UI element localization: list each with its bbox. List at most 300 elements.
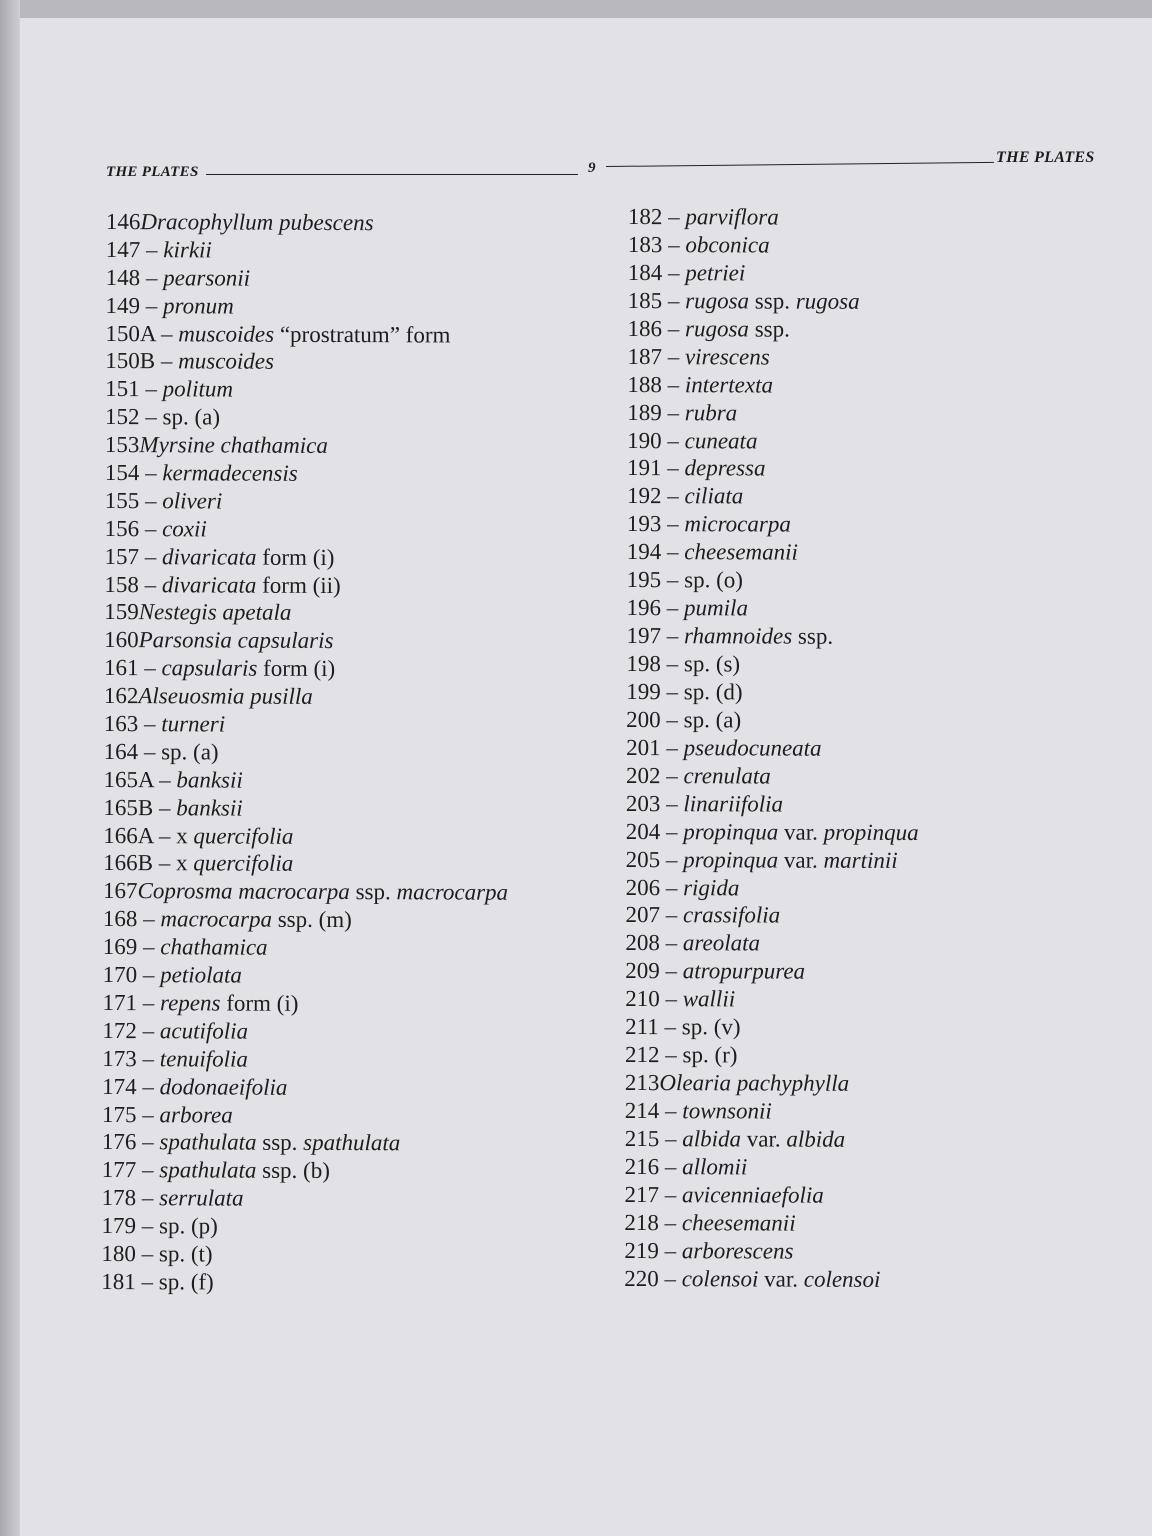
plate-number: 187 (627, 343, 663, 369)
plate-entry (627, 538, 920, 567)
plate-entry (628, 231, 921, 260)
plate-number: 188 (627, 371, 662, 397)
species-name: capsularis (161, 655, 258, 681)
plate-entry (101, 1240, 506, 1270)
entry-separator: – (660, 623, 685, 649)
page-number: 9 (588, 160, 596, 176)
plate-entry (102, 989, 507, 1019)
plate-number: 152 (105, 404, 140, 430)
entry-qualifier: ssp. (256, 1130, 304, 1156)
entry-separator: – (153, 794, 177, 821)
species-name: rubra (684, 399, 738, 425)
plate-entry (104, 598, 509, 628)
plate-number: 182 (627, 204, 663, 230)
species-name: virescens (684, 343, 770, 370)
species-name: muscoides (178, 320, 275, 347)
entry-separator: – (660, 651, 684, 677)
entry-separator: – (661, 371, 685, 397)
plate-entry (103, 849, 508, 879)
plate-entry (627, 371, 920, 400)
plate-entry (103, 794, 508, 824)
plate-entry (625, 901, 918, 930)
plate-entry (102, 1017, 507, 1047)
entry-separator: – (138, 571, 162, 597)
species-name: chathamica (160, 934, 268, 960)
species-name: spathulata (159, 1157, 257, 1183)
entry-separator: – (135, 1241, 159, 1267)
species-name: repens (159, 990, 221, 1016)
plate-entry (625, 929, 918, 958)
plate-number: 190 (627, 427, 662, 453)
species-name: areolata (682, 930, 761, 956)
entry-separator: – (658, 1181, 683, 1208)
plate-number: 196 (626, 595, 662, 621)
plate-entry (624, 1237, 917, 1266)
plate-number: 171 (102, 989, 138, 1016)
infraspecific-name: rugosa (795, 288, 860, 314)
entry-separator: – (660, 874, 684, 900)
plate-number: 193 (626, 511, 662, 537)
entry-separator: – (155, 320, 179, 346)
entry-separator: – (658, 1014, 682, 1040)
species-name: intertexta (684, 371, 774, 398)
entry-separator: – (662, 232, 686, 258)
plate-entry (105, 487, 510, 517)
species-name: wallii (682, 986, 736, 1012)
species-name: turneri (161, 711, 226, 737)
species-name: macrocarpa (160, 906, 273, 932)
plate-entry (102, 1128, 507, 1158)
plate-entry (626, 846, 919, 875)
plate-number: 203 (625, 790, 661, 816)
entry-separator: – (660, 762, 684, 788)
plate-number: 216 (624, 1153, 660, 1179)
plate-entry (105, 459, 510, 489)
species-name: albida (682, 1126, 742, 1152)
entry-qualifier: sp. (a) (683, 707, 742, 733)
plate-number: 192 (626, 483, 662, 509)
species-name: Dracophyllum pubescens (140, 209, 374, 236)
plate-entry (626, 734, 919, 763)
entry-separator: – (660, 790, 684, 816)
species-name: Parsonsia capsularis (138, 627, 334, 654)
entry-separator: – (137, 934, 161, 960)
entry-separator: – (137, 906, 161, 932)
species-name: banksii (176, 795, 243, 821)
entry-separator: – (138, 543, 163, 569)
plate-entry (626, 650, 919, 679)
species-name: pearsonii (163, 265, 251, 291)
plate-entry (104, 738, 509, 768)
plate-number: 156 (104, 515, 140, 541)
plate-number: 157 (104, 543, 140, 569)
plate-number: 166A (103, 822, 154, 848)
plate-entry (624, 1181, 917, 1210)
plate-number: 158 (104, 571, 139, 597)
entry-qualifier: x (175, 850, 194, 876)
plate-entry (628, 315, 921, 344)
plate-number: 170 (102, 962, 138, 988)
species-name: rigida (683, 874, 740, 900)
plate-entry (626, 762, 919, 791)
plate-number: 159 (104, 599, 139, 625)
plate-entry (105, 320, 510, 350)
entry-separator: – (661, 567, 685, 593)
species-name: parviflora (685, 204, 779, 230)
plate-number: 195 (626, 567, 662, 593)
entry-qualifier: x (176, 822, 194, 848)
entry-separator: – (662, 315, 686, 341)
species-name: divaricata (161, 571, 257, 598)
plate-number: 205 (625, 846, 661, 872)
plate-entry (626, 706, 919, 735)
entry-separator: – (661, 455, 685, 481)
species-name: townsonii (682, 1098, 772, 1124)
plate-number: 147 (105, 236, 141, 263)
entry-separator: – (660, 679, 684, 705)
species-name: cheesemanii (681, 1209, 796, 1236)
entry-qualifier: sp. (p) (159, 1213, 218, 1239)
species-name: rhamnoides (683, 623, 793, 649)
species-name: allomii (682, 1154, 748, 1180)
plate-number: 174 (102, 1073, 137, 1099)
entry-separator: – (136, 1129, 160, 1155)
plate-number: 189 (627, 399, 662, 425)
entry-qualifier: ssp. (349, 879, 397, 905)
entry-separator: – (659, 986, 683, 1012)
entry-separator: – (138, 655, 162, 681)
plate-entry (627, 594, 920, 623)
entry-separator: – (659, 1042, 683, 1068)
plate-number: 194 (626, 539, 662, 565)
entry-separator: – (658, 1265, 682, 1291)
entry-qualifier: form (i) (256, 544, 335, 570)
entry-separator: – (660, 706, 684, 733)
species-name: ciliata (684, 483, 744, 509)
plate-entry (105, 403, 510, 433)
entry-separator: – (659, 1153, 683, 1180)
entry-separator: – (659, 958, 683, 984)
entry-qualifier: sp. (a) (162, 404, 221, 430)
plate-entry (106, 208, 511, 238)
plate-number: 181 (101, 1268, 136, 1294)
species-name: tenuifolia (159, 1045, 249, 1072)
species-name: crassifolia (682, 902, 781, 928)
species-name: pseudocuneata (683, 735, 822, 761)
plate-number: 206 (625, 874, 661, 900)
plate-number: 211 (625, 1014, 659, 1040)
running-head-right: THE PLATES (996, 149, 1095, 166)
species-name: petiolata (160, 962, 242, 988)
species-name: politum (162, 376, 234, 402)
plate-number: 151 (105, 376, 140, 402)
entry-separator: – (136, 1157, 160, 1183)
plate-entry (625, 1097, 918, 1126)
entry-qualifier: var. (740, 1126, 787, 1152)
species-name: atropurpurea (682, 958, 806, 984)
entry-qualifier: sp. (s) (683, 651, 741, 677)
species-name: obconica (685, 232, 770, 258)
plate-entry (625, 1013, 918, 1042)
species-name: Alseuosmia pusilla (138, 683, 313, 710)
species-name: petriei (685, 260, 746, 286)
plate-entry (103, 877, 508, 907)
plate-entry (104, 710, 509, 740)
entry-separator: – (140, 237, 164, 263)
plate-entry (627, 343, 920, 372)
entry-separator: – (139, 515, 163, 542)
plate-number: 150B (105, 348, 156, 374)
plate-entry (628, 203, 921, 232)
plate-number: 163 (103, 711, 139, 737)
plate-number: 150A (105, 320, 156, 346)
species-name: Coprosma macrocarpa (137, 878, 350, 905)
plate-entry (104, 682, 509, 712)
plate-entry (102, 1156, 507, 1186)
plate-number: 166B (103, 850, 154, 876)
plate-entry (106, 236, 511, 266)
entry-separator: – (661, 427, 685, 453)
plate-number: 165A (103, 766, 154, 793)
plate-entry (625, 1041, 918, 1070)
plate-number: 210 (625, 986, 660, 1012)
entry-separator: – (137, 962, 161, 988)
species-name: cuneata (684, 427, 758, 453)
entry-qualifier: sp. (r) (682, 1042, 738, 1068)
plate-number: 200 (626, 706, 661, 732)
plate-number: 179 (101, 1213, 137, 1239)
entry-separator: – (136, 1185, 160, 1211)
entry-separator: – (659, 1098, 683, 1124)
entry-separator: – (661, 399, 685, 425)
plate-entry (102, 1073, 507, 1103)
entry-qualifier: ssp. (792, 623, 834, 649)
plate-number: 160 (104, 627, 139, 653)
species-name: cheesemanii (684, 539, 799, 565)
infraspecific-name: spathulata (303, 1130, 401, 1156)
plate-entry (103, 905, 508, 935)
plate-entry (104, 543, 509, 573)
plate-entry (627, 399, 920, 428)
species-name: banksii (176, 767, 243, 793)
plate-number: 201 (626, 734, 661, 760)
plate-entry (103, 766, 508, 796)
entry-separator: – (153, 822, 177, 848)
species-name: colensoi (681, 1265, 759, 1292)
species-name: serrulata (159, 1185, 244, 1211)
entry-qualifier: form (ii) (256, 572, 341, 598)
plate-entry (102, 1100, 507, 1130)
infraspecific-name: colensoi (803, 1266, 881, 1292)
plate-number: 184 (627, 259, 663, 285)
plate-entry (628, 259, 921, 288)
entry-qualifier: sp. (d) (683, 679, 743, 705)
book-spine-shadow (0, 0, 20, 1536)
species-name: avicenniaefolia (681, 1182, 824, 1208)
entry-qualifier: var. (758, 1266, 804, 1292)
plate-entry (627, 426, 920, 455)
plate-entry (625, 1125, 918, 1154)
plate-number: 164 (103, 738, 139, 765)
plate-number: 175 (101, 1101, 137, 1127)
plate-entry (626, 622, 919, 651)
plate-list-right-column (624, 203, 921, 1294)
species-name: muscoides (178, 348, 275, 375)
species-name: arborescens (681, 1237, 794, 1264)
plate-number: 149 (105, 292, 141, 318)
species-name: rugosa (685, 315, 750, 342)
entry-separator: – (659, 930, 683, 956)
entry-separator: – (661, 539, 685, 565)
plate-number: 207 (625, 902, 661, 928)
entry-separator: – (660, 734, 684, 761)
entry-separator: – (136, 1073, 160, 1099)
plate-number: 214 (624, 1097, 660, 1124)
plate-number: 191 (627, 455, 662, 481)
plate-entry (106, 264, 511, 294)
species-name: coxii (162, 516, 207, 542)
plate-entry (627, 566, 920, 595)
plate-number: 204 (625, 818, 661, 844)
entry-separator: – (155, 348, 179, 374)
entry-qualifier: sp. (a) (161, 739, 219, 765)
plate-entry (625, 1153, 918, 1182)
plate-entry (624, 1265, 917, 1294)
plate-number: 217 (624, 1181, 660, 1207)
species-name: pumila (684, 595, 749, 621)
plate-entry (105, 347, 510, 377)
plate-number: 178 (101, 1185, 137, 1211)
entry-separator: – (136, 1045, 160, 1071)
plate-number: 183 (627, 231, 663, 258)
entry-qualifier: sp. (t) (158, 1241, 213, 1267)
plate-entry (626, 678, 919, 707)
plate-number: 176 (101, 1129, 137, 1155)
plate-entry (104, 654, 509, 684)
entry-qualifier: var. (778, 819, 824, 845)
plate-entry (627, 454, 920, 483)
species-name: crenulata (683, 762, 771, 789)
entry-separator: – (661, 511, 685, 537)
entry-separator: – (139, 488, 163, 514)
entry-separator: – (140, 292, 164, 318)
species-name: divaricata (161, 543, 257, 570)
plate-entry (105, 431, 510, 461)
entry-separator: – (661, 343, 686, 369)
plate-number: 173 (102, 1045, 137, 1071)
plate-entry (626, 818, 919, 847)
species-name: Nestegis apetala (138, 599, 292, 626)
plate-number: 169 (102, 934, 138, 960)
plate-number: 146 (105, 208, 141, 235)
plate-entry (103, 933, 508, 963)
entry-separator: – (662, 259, 686, 286)
infraspecific-name: quercifolia (193, 850, 294, 877)
species-name: oliveri (162, 488, 223, 514)
plate-number: 215 (624, 1125, 660, 1152)
entry-separator: – (136, 1101, 160, 1127)
entry-separator: – (139, 460, 163, 486)
plate-number: 185 (627, 287, 663, 313)
plate-number: 220 (624, 1265, 659, 1291)
plate-number: 197 (626, 623, 662, 649)
entry-separator: – (659, 1126, 683, 1152)
species-name: kermadecensis (162, 460, 298, 486)
infraspecific-name: propinqua (823, 819, 919, 845)
plate-entry (105, 375, 510, 405)
running-head-left: THE PLATES (106, 164, 199, 180)
plate-entry (104, 626, 509, 656)
plate-number: 213 (624, 1070, 660, 1096)
entry-separator: – (152, 850, 177, 876)
entry-separator: – (136, 990, 161, 1016)
entry-separator: – (135, 1268, 159, 1295)
entry-separator: – (660, 818, 684, 844)
plate-entry (104, 571, 509, 601)
plate-number: 153 (104, 432, 140, 458)
entry-separator: – (661, 595, 685, 621)
entry-separator: – (662, 287, 686, 314)
plate-entry (105, 515, 510, 545)
entry-qualifier: ssp. (b) (256, 1157, 330, 1184)
entry-separator: – (662, 204, 686, 230)
entry-separator: – (153, 767, 177, 793)
entry-qualifier: “prostratum” form (274, 321, 451, 348)
plate-list-left-column (101, 208, 511, 1297)
species-name: depressa (684, 455, 766, 481)
plate-entry (624, 1209, 917, 1238)
entry-separator: – (138, 739, 162, 765)
species-name: Myrsine chathamica (139, 432, 328, 459)
plate-number: 202 (625, 762, 661, 788)
species-name: Olearia pachyphylla (659, 1070, 850, 1096)
plate-entry (625, 985, 918, 1014)
species-name: microcarpa (684, 511, 791, 537)
plate-entry (102, 1184, 507, 1214)
header-rule-left (206, 174, 578, 175)
species-name: linariifolia (683, 790, 784, 817)
plate-number: 218 (624, 1209, 659, 1235)
entry-qualifier: ssp. (m) (271, 906, 352, 933)
entry-separator: – (660, 846, 684, 872)
infraspecific-name: martinii (823, 847, 898, 873)
entry-separator: – (661, 483, 685, 509)
plate-entry (626, 790, 919, 819)
infraspecific-name: albida (786, 1126, 846, 1152)
entry-qualifier: ssp. (748, 316, 790, 342)
entry-qualifier: form (i) (220, 990, 299, 1016)
entry-separator: – (659, 902, 684, 928)
entry-separator: – (136, 1017, 160, 1044)
entry-qualifier: ssp. (749, 288, 796, 314)
plate-number: 148 (105, 264, 141, 290)
entry-separator: – (136, 1213, 160, 1239)
plate-number: 167 (102, 878, 138, 904)
plate-entry (628, 287, 921, 316)
plate-number: 162 (103, 683, 139, 709)
infraspecific-name: quercifolia (193, 822, 294, 849)
entry-qualifier: sp. (v) (681, 1014, 741, 1040)
plate-entry (625, 957, 918, 986)
plate-number: 155 (104, 487, 140, 514)
plate-number: 180 (101, 1240, 136, 1267)
plate-entry (627, 510, 920, 539)
species-name: propinqua (683, 818, 779, 845)
infraspecific-name: macrocarpa (396, 879, 509, 906)
plate-number: 208 (625, 930, 660, 956)
plate-entry (627, 482, 920, 511)
plate-number: 212 (624, 1042, 660, 1068)
